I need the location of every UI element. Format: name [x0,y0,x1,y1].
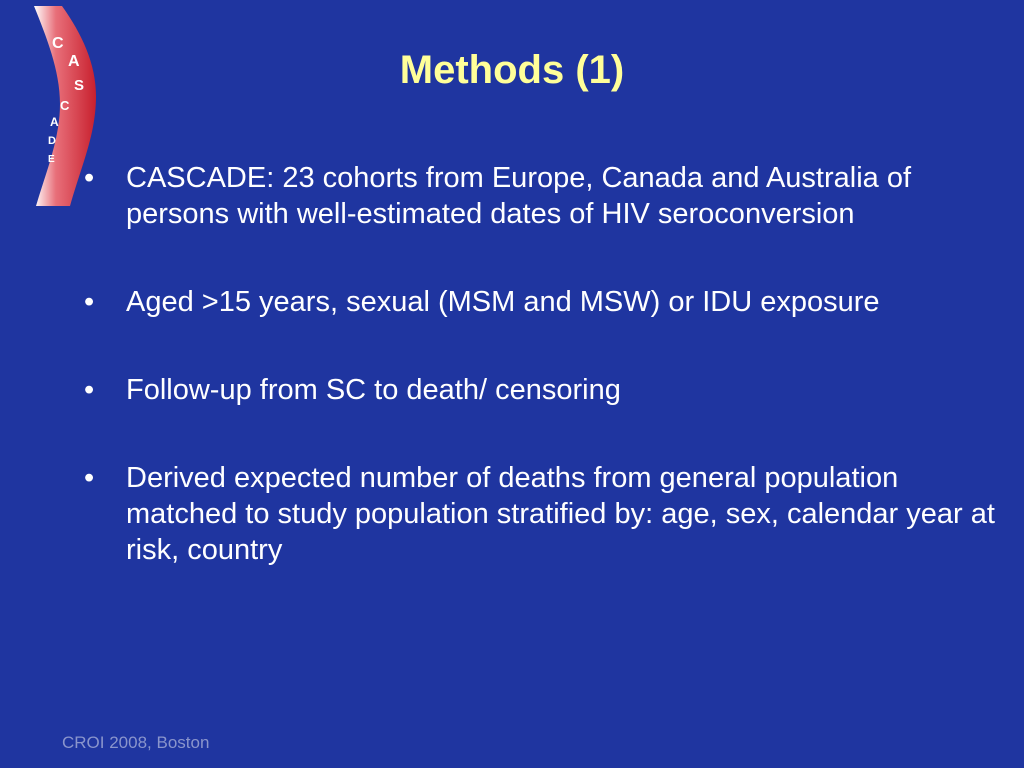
logo-letter: C [60,98,70,113]
logo-letter: A [68,53,80,70]
bullet-item [82,372,1002,408]
slide-title: Methods (1) [399,48,625,92]
slide-footer: CROI 2008, Boston [62,733,210,752]
bullet-text: CASCADE: 23 cohorts from Europe, Canada and Australia of persons with well-estimated dates of HIV seroconversion [126,162,912,230]
bullet-marker: • [84,462,95,494]
logo-letter: S [74,77,85,94]
bullet-item [82,284,1002,320]
logo-letter: D [48,135,56,147]
bullet-marker: • [84,374,95,406]
bullet-text: Follow-up from SC to death/ censoring [126,374,621,406]
bullet-item [82,460,1002,568]
bullet-item [82,160,1002,232]
logo-letter: E [48,154,55,165]
logo-letter: C [52,35,64,52]
bullet-list [82,160,1002,620]
bullet-marker: • [84,162,95,194]
bullet-marker: • [84,286,95,318]
logo-letter: A [50,115,59,129]
bullet-text: Aged >15 years, sexual (MSM and MSW) or IDU exposure [126,286,880,318]
bullet-text: Derived expected number of deaths from general population matched to study population stratified by: age, sex, calendar year at risk, country [126,462,995,566]
